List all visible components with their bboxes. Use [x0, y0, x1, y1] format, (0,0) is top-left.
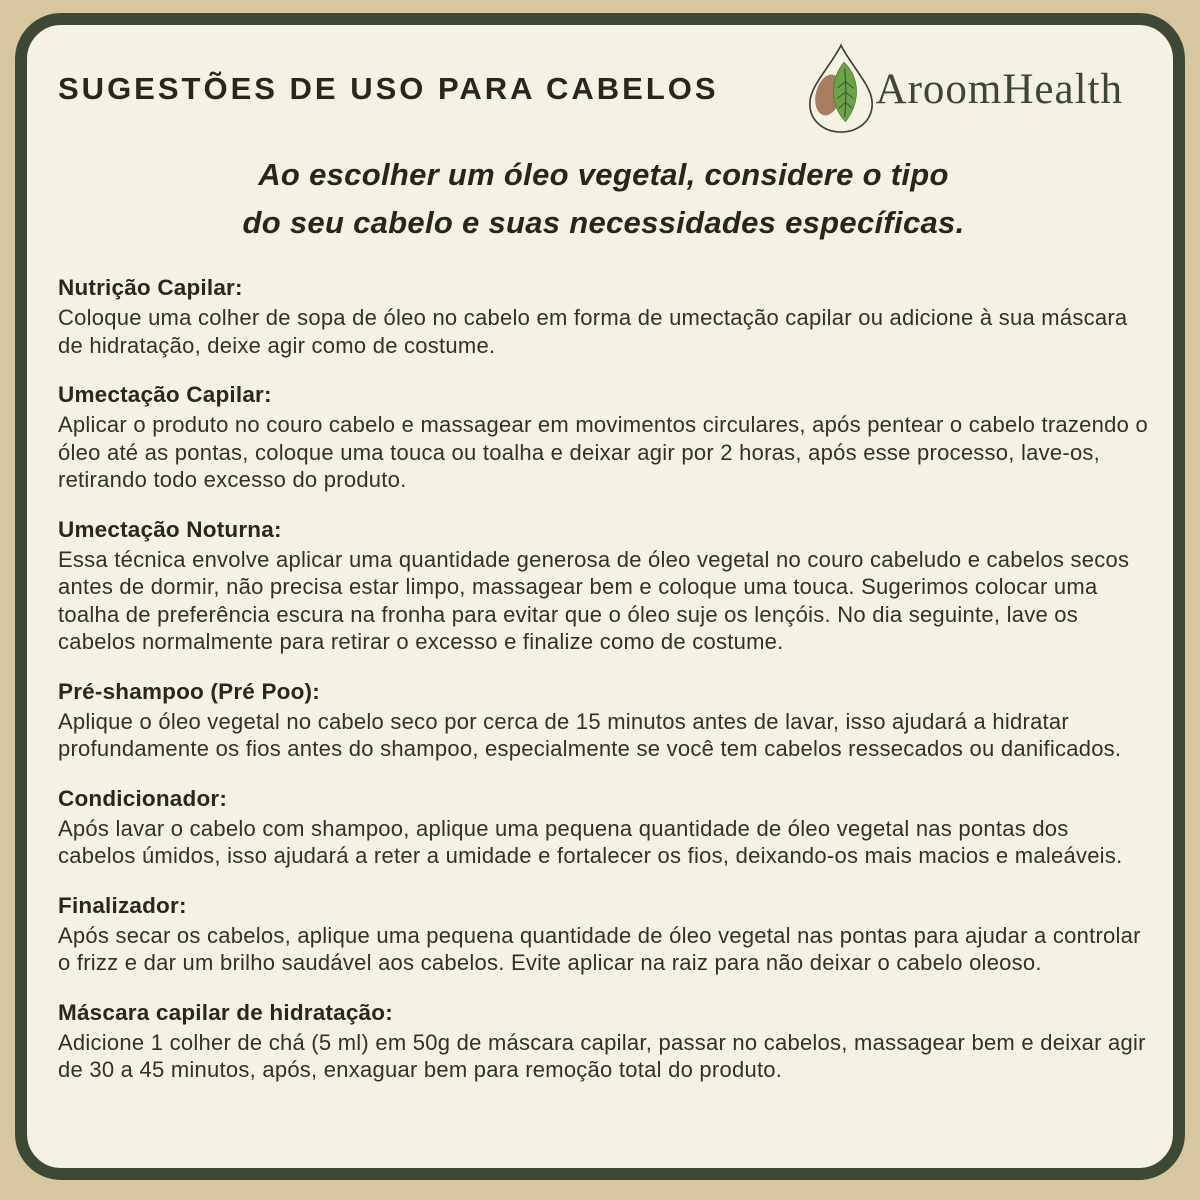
- intro-line-2: do seu cabelo e suas necessidades específicas.: [242, 205, 965, 240]
- section-body: Aplicar o produto no couro cabelo e massagear em movimentos circulares, após pentear o cabelo trazendo o óleo até as pontas, coloque uma touca ou toalha e deixar agir por 2 horas, após esse processo, lave-os, retirando todo excesso do produto.: [58, 412, 1148, 492]
- section-body: Adicione 1 colher de chá (5 ml) em 50g de máscara capilar, passar no cabelos, massagear bem e deixar agir de 30 a 45 minutos, após, enxaguar bem para remoção total do produto.: [58, 1029, 1146, 1082]
- section-heading: Umectação Noturna:: [58, 516, 282, 542]
- section-condicionador: [58, 784, 1149, 870]
- section-body: Essa técnica envolve aplicar uma quantidade generosa de óleo vegetal no couro cabeludo e cabelos secos antes de dormir, não precisa estar limpo, massagear bem e coloque uma touca. Sugerimos colocar uma toalha de preferência escura na fronha para evitar que o óleo suje os lençóis. No dia seguinte, lave os cabelos normalmente para retirar o excesso e finalize como de costume.: [58, 546, 1130, 654]
- section-heading: Máscara capilar de hidratação:: [58, 999, 393, 1025]
- section-heading: Pré-shampoo (Pré Poo):: [58, 678, 320, 704]
- section-body: Após lavar o cabelo com shampoo, aplique uma pequena quantidade de óleo vegetal nas pontas dos cabelos úmidos, isso ajudará a reter a umidade e fortalecer os fios, deixando-os mais macios e maleáveis.: [58, 815, 1123, 868]
- section-heading: Finalizador:: [58, 892, 187, 918]
- section-nutricao-capilar: [58, 273, 1149, 359]
- poster-card: [15, 13, 1185, 1180]
- poster-content: [27, 25, 1173, 1084]
- leaf-drop-icon: [800, 43, 882, 135]
- brand-name: AroomHealth: [875, 65, 1123, 113]
- section-heading: Nutrição Capilar:: [58, 275, 243, 300]
- section-body: Aplique o óleo vegetal no cabelo seco por cerca de 15 minutos antes de lavar, isso ajudará a hidratar profundamente os fios antes do shampoo, especialmente se você tem cabelos ressecados ou danificados.: [58, 708, 1122, 761]
- section-heading: Umectação Capilar:: [58, 382, 272, 407]
- intro-text: [58, 151, 1149, 247]
- header: [58, 41, 1149, 137]
- section-umectacao-capilar: [58, 380, 1149, 494]
- section-body: Após secar os cabelos, aplique uma pequena quantidade de óleo vegetal nas pontas para ajudar a controlar o frizz e dar um brilho saudável aos cabelos. Evite aplicar na raiz para não deixar o cabelo oleoso.: [58, 922, 1141, 975]
- section-pre-shampoo: [58, 677, 1149, 763]
- section-body: Coloque uma colher de sopa de óleo no cabelo em forma de umectação capilar ou adicione à sua máscara de hidratação, deixe agir como de costume.: [58, 305, 1128, 358]
- sections: [58, 273, 1149, 1084]
- page-title: SUGESTÕES DE USO PARA CABELOS: [58, 71, 719, 106]
- intro-line-1: Ao escolher um óleo vegetal, considere o tipo: [258, 157, 949, 192]
- section-finalizador: [58, 891, 1149, 977]
- section-umectacao-noturna: [58, 515, 1149, 656]
- brand-logo: [800, 43, 1123, 135]
- section-mascara-capilar: [58, 998, 1149, 1084]
- section-heading: Condicionador:: [58, 785, 228, 811]
